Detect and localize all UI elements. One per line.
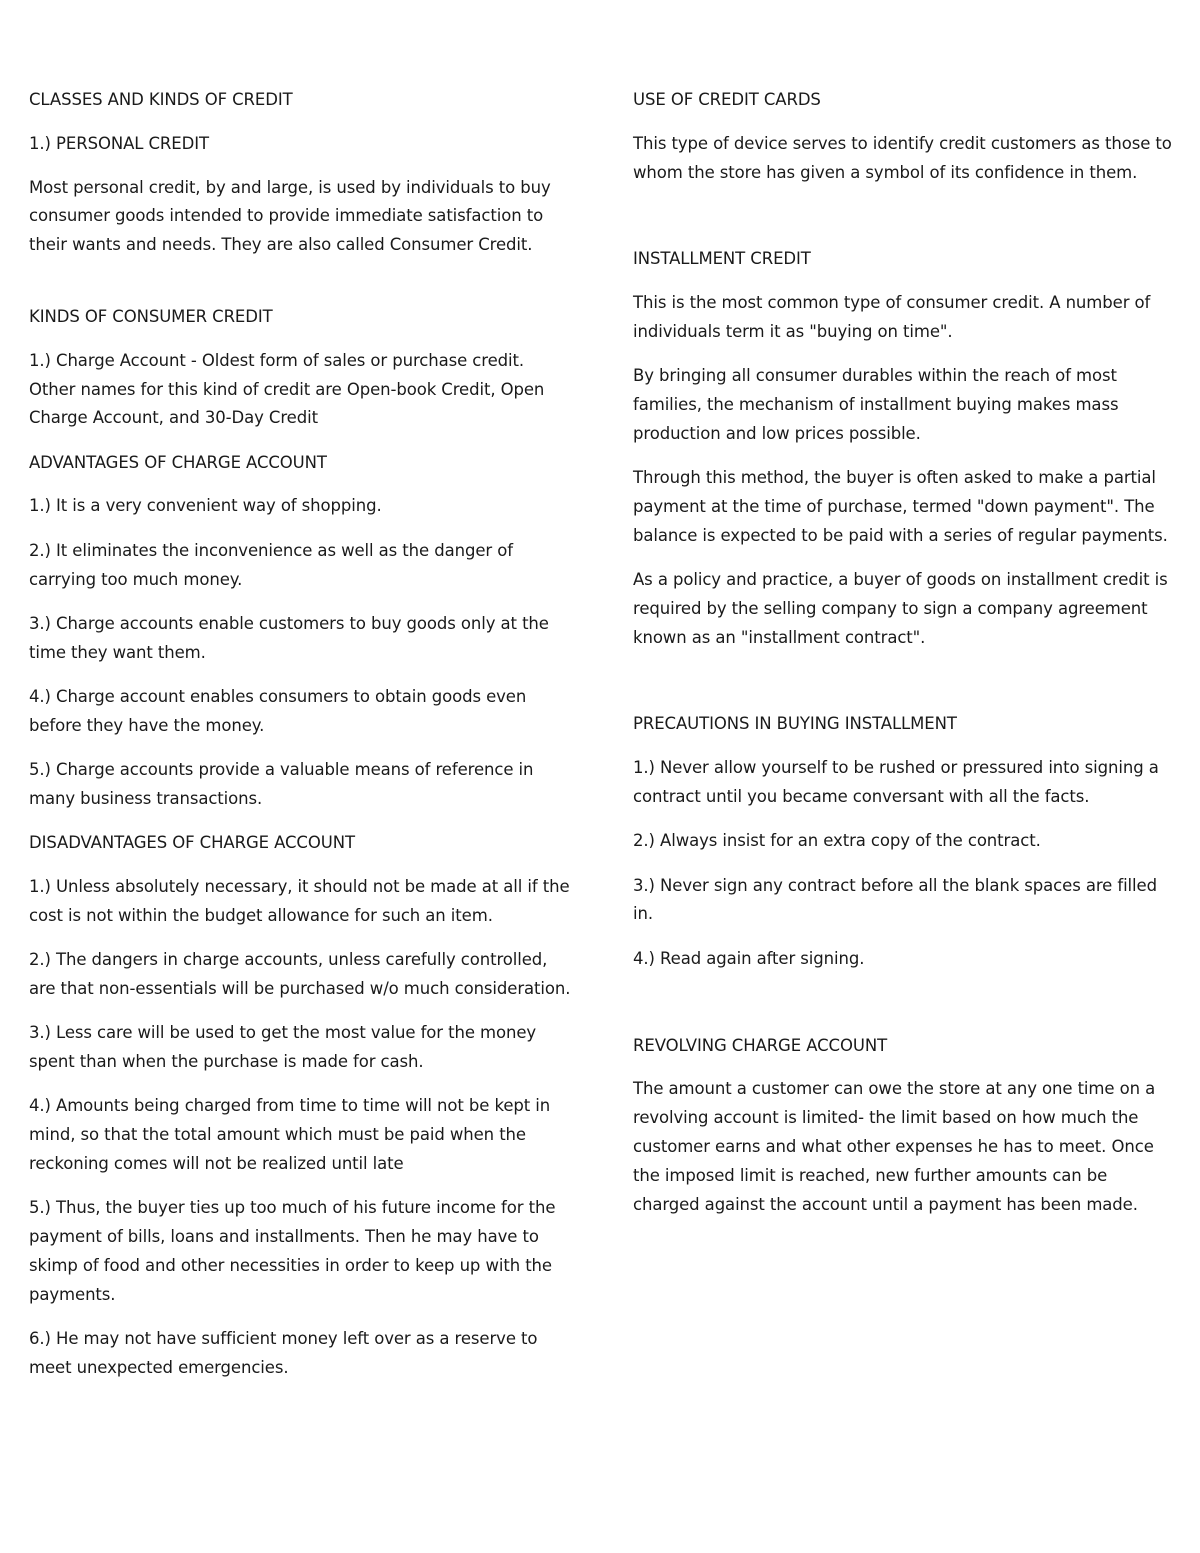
- advantages-heading: ADVANTAGES OF CHARGE ACCOUNT: [29, 452, 327, 472]
- advantage-item: 5.) Charge accounts provide a valuable means of reference in many business transactions.: [29, 760, 534, 808]
- disadvantage-item: 2.) The dangers in charge accounts, unless carefully controlled, are that non-essentials will be purchased w/o much consideration.: [29, 950, 571, 998]
- installment-paragraph: Through this method, the buyer is often asked to make a partial payment at the time of purchase, termed "down payment". The balance is expected to be paid with a series of regular payments.: [633, 468, 1168, 545]
- right-column: [633, 86, 1178, 1235]
- precautions-heading: PRECAUTIONS IN BUYING INSTALLMENT: [633, 714, 957, 734]
- personal-credit-body: Most personal credit, by and large, is used by individuals to buy consumer goods intended to provide immediate satisfaction to their wants and needs. They are also called Consumer Credit.: [29, 177, 551, 255]
- disadvantage-item: 6.) He may not have sufficient money left over as a reserve to meet unexpected emergencies.: [29, 1328, 538, 1377]
- credit-cards-heading: USE OF CREDIT CARDS: [633, 90, 821, 109]
- disadvantage-item: 4.) Amounts being charged from time to time will not be kept in mind, so that the total amount which must be paid when the reckoning comes will not be realized until late: [29, 1096, 551, 1173]
- disadvantages-heading: DISADVANTAGES OF CHARGE ACCOUNT: [29, 833, 355, 853]
- advantage-item: 1.) It is a very convenient way of shopping.: [29, 496, 382, 516]
- disadvantage-item: 1.) Unless absolutely necessary, it should not be made at all if the cost is not within the budget allowance for such an item.: [29, 876, 570, 925]
- precaution-item: 4.) Read again after signing.: [633, 948, 865, 968]
- installment-paragraph: This is the most common type of consumer credit. A number of individuals term it as "buying on time".: [633, 293, 1151, 341]
- precaution-item: 1.) Never allow yourself to be rushed or pressured into signing a contract until you became conversant with all the facts.: [633, 758, 1159, 807]
- precaution-item: 2.) Always insist for an extra copy of the contract.: [633, 831, 1041, 851]
- precaution-item: 3.) Never sign any contract before all the blank spaces are filled in.: [633, 875, 1157, 924]
- charge-account-body: 1.) Charge Account - Oldest form of sales or purchase credit. Other names for this kind of credit are Open-book Credit, Open Charge Account, and 30-Day Credit: [29, 350, 545, 428]
- advantage-item: 2.) It eliminates the inconvenience as well as the danger of carrying too much money.: [29, 540, 513, 589]
- revolving-heading: REVOLVING CHARGE ACCOUNT: [633, 1035, 888, 1055]
- personal-credit-heading: 1.) PERSONAL CREDIT: [29, 133, 209, 153]
- credit-cards-body: This type of device serves to identify credit customers as those to whom the store has given a symbol of its confidence in them.: [633, 133, 1172, 182]
- classes-heading: CLASSES AND KINDS OF CREDIT: [29, 90, 293, 109]
- revolving-body: The amount a customer can owe the store at any one time on a revolving account is limited- the limit based on how much the customer earns and what other expenses he has to meet. Once the imposed limit is reached, new further amounts can be charged against the account until a payment has been made.: [633, 1079, 1156, 1214]
- disadvantage-item: 5.) Thus, the buyer ties up too much of his future income for the payment of bills, loans and installments. Then he may have to skimp of food and other necessities in order to keep up with the payments.: [29, 1198, 556, 1304]
- disadvantage-item: 3.) Less care will be used to get the most value for the money spent than when the purchase is made for cash.: [29, 1023, 537, 1071]
- installment-paragraph: By bringing all consumer durables within the reach of most families, the mechanism of installment buying makes mass production and low prices possible.: [633, 366, 1119, 443]
- advantage-item: 3.) Charge accounts enable customers to buy goods only at the time they want them.: [29, 613, 549, 662]
- left-column: [29, 86, 574, 1398]
- installment-paragraph: As a policy and practice, a buyer of goods on installment credit is required by the selling company to sign a company agreement known as an "installment contract".: [633, 570, 1168, 647]
- kinds-heading: KINDS OF CONSUMER CREDIT: [29, 306, 273, 326]
- advantage-item: 4.) Charge account enables consumers to obtain goods even before they have the money.: [29, 686, 527, 735]
- installment-heading: INSTALLMENT CREDIT: [633, 249, 811, 269]
